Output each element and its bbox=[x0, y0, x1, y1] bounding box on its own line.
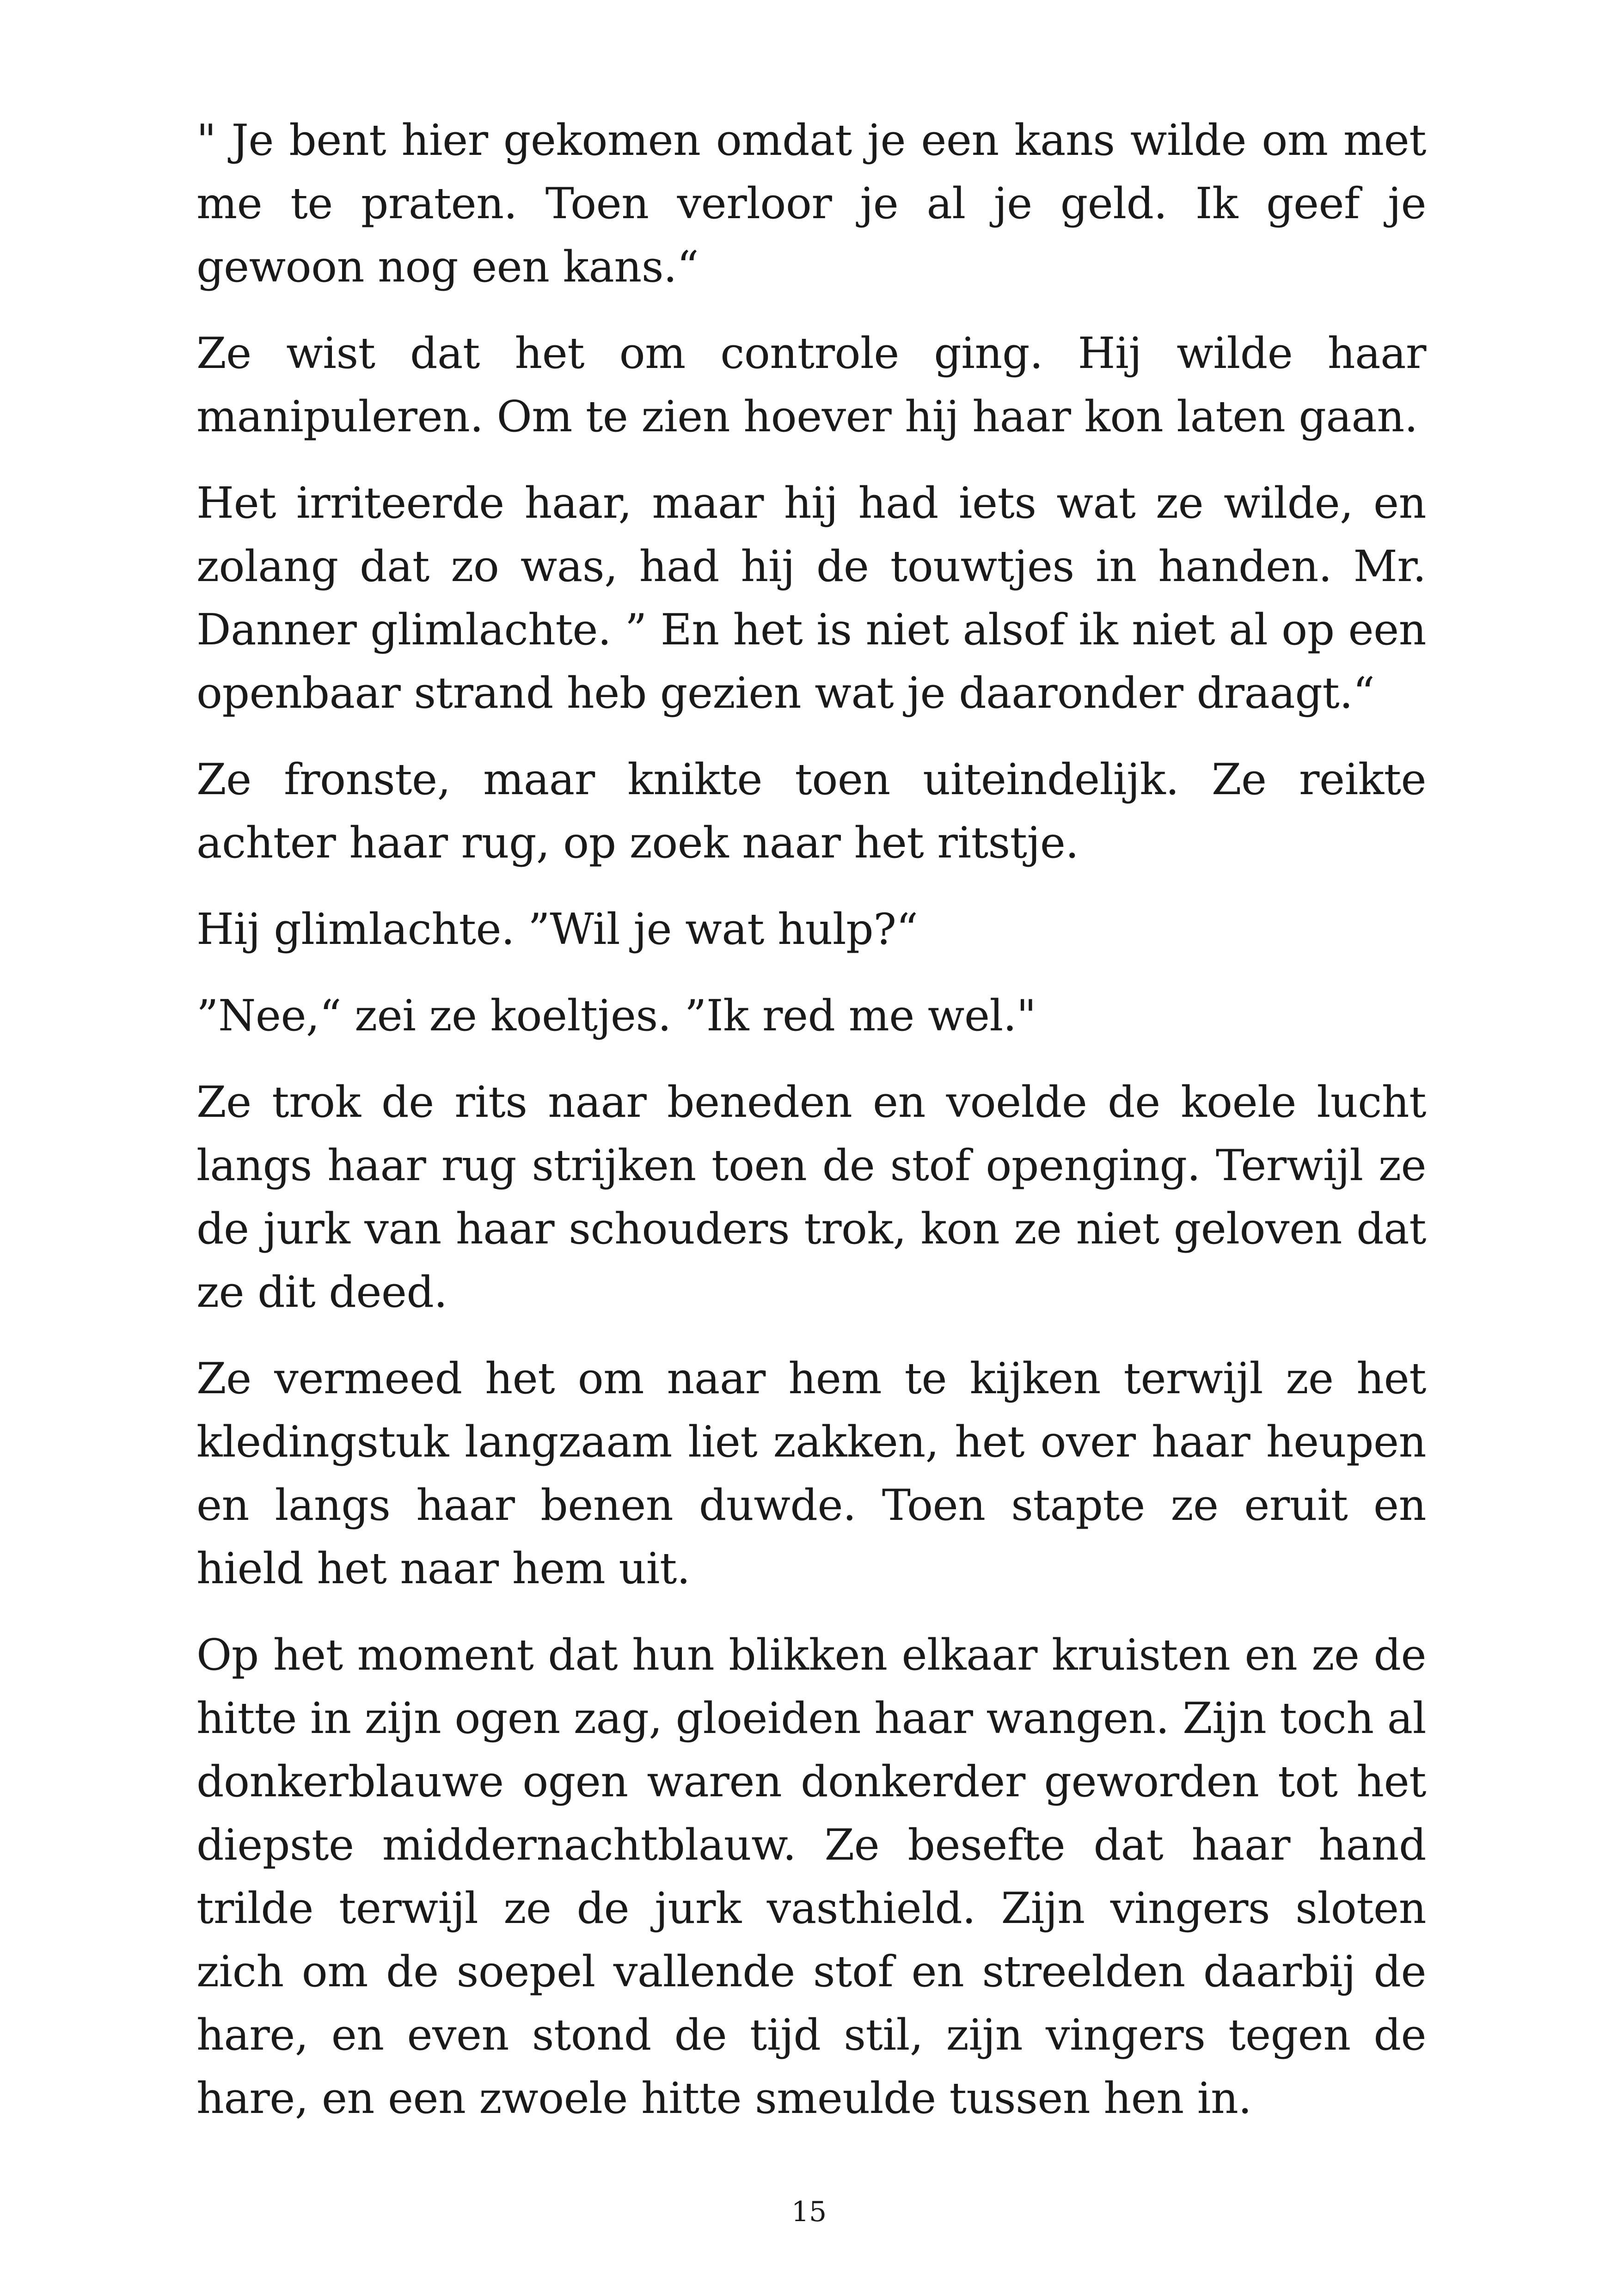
paragraph: Hij glimlachte. ”Wil je wat hulp?“ bbox=[196, 904, 918, 954]
body-text bbox=[196, 109, 1426, 2153]
paragraph: " Je bent hier gekomen omdat je een kans wilde om met me te praten. Toen verloor je al je geld. Ik geef je gewoon nog een kans.“ bbox=[196, 115, 1426, 292]
page-number: 15 bbox=[791, 2196, 827, 2228]
paragraph: Ze trok de rits naar beneden en voelde de koele lucht langs haar rug strijken toen de stof openging. Terwijl ze de jurk van haar schouders trok, kon ze niet geloven dat ze dit deed. bbox=[196, 1077, 1426, 1317]
paragraph: Ze fronste, maar knikte toen uiteindelijk. Ze reikte achter haar rug, op zoek naar het ritstje. bbox=[196, 754, 1426, 868]
paragraph: ”Nee,“ zei ze koeltjes. ”Ik red me wel." bbox=[196, 991, 1036, 1041]
paragraph: Ze wist dat het om controle ging. Hij wilde haar manipuleren. Om te zien hoever hij haar kon laten gaan. bbox=[196, 328, 1426, 441]
paragraph: Op het moment dat hun blikken elkaar kruisten en ze de hitte in zijn ogen zag, gloeiden haar wangen. Zijn toch al donkerblauwe ogen waren donkerder geworden tot het diepste middernachtblauw. Ze besefte dat haar hand trilde terwijl ze de jurk vasthield. Zijn vingers sloten zich om de soepel vallende stof en streelden daarbij de hare, en even stond de tijd stil, zijn vingers tegen de hare, en een zwoele hitte smeulde tussen hen in. bbox=[196, 1630, 1426, 2123]
paragraph: Ze vermeed het om naar hem te kijken terwijl ze het kledingstuk langzaam liet zakken, het over haar heupen en langs haar benen duwde. Toen stapte ze eruit en hield het naar hem uit. bbox=[196, 1353, 1426, 1593]
paragraph: Het irriteerde haar, maar hij had iets wat ze wilde, en zolang dat zo was, had hij de touwtjes in handen. Mr. Danner glimlachte. ” En het is niet alsof ik niet al op een openbaar strand heb gezien wat je daaronder draagt.“ bbox=[196, 478, 1426, 718]
